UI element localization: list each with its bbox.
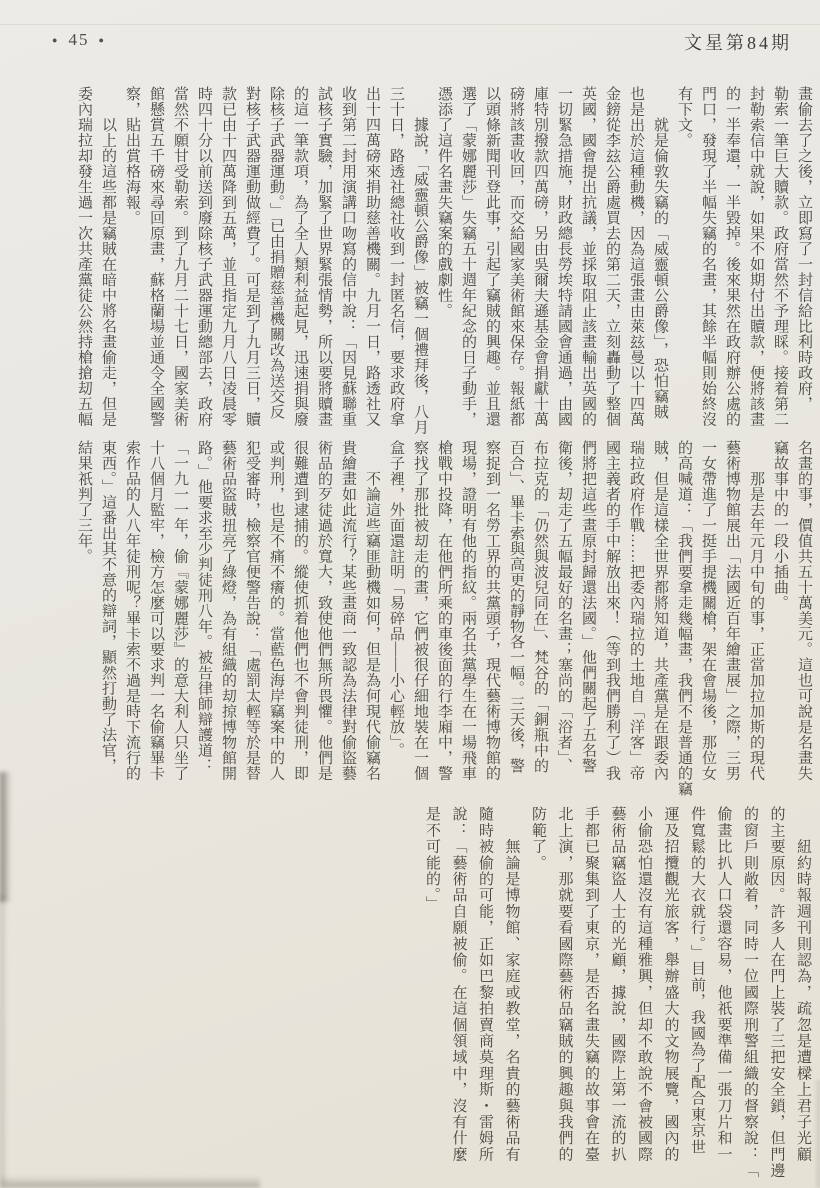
text-column: 槍戰中投降，在他們所乘的車後面的行李廂中，警	[436, 440, 452, 781]
magazine-title: 文星第84期	[684, 33, 792, 53]
text-column: 或判刑，也是不痛不癢的。當藍色海岸竊案中的人	[268, 440, 284, 781]
text-column: 也是出於這種動機，因為這張畫由萊玆曼以十四萬	[628, 86, 644, 427]
text-column: 憑添了這件名畫失竊案的戲劇性。	[436, 86, 452, 319]
text-column: 的高喊道：「我們要拿走幾幅畫，我們不是普通的竊	[676, 440, 692, 797]
text-column: 就是倫敦失竊的「威靈頓公爵像」，恐怕竊賊	[652, 86, 668, 420]
page-number-value: 45	[68, 30, 90, 49]
text-column: 收到第二封用演講口吻寫的信中說：「因見蘇聯重	[340, 86, 356, 427]
text-column: 察捉到一名勞工界的共黨頭子，現代藝術博物館的	[484, 440, 500, 781]
text-column: 封勒索信中就說，如果不如期付出贖款，便將該畫	[748, 86, 764, 427]
page-number-bullet-right: ●	[98, 35, 106, 45]
text-column: 一女帶進了一挺手提機關槍，架在會場後，那位女	[700, 440, 716, 781]
text-column: 們將把這些畫原封歸還法國。」他們關起了五名警	[580, 440, 596, 774]
text-column: 路。」他要求至少判徒刑八年。被告律師辯護道：	[196, 440, 212, 774]
text-column: 竊故事中的一段小插曲。	[772, 440, 788, 611]
text-column: 庫特別撥款四萬磅，另由吳爾夫遜基金會捐獻十萬	[532, 86, 548, 427]
article-band-middle	[66, 440, 816, 797]
text-column: 國主義者的手中解放出來！（等到我們勝利了）我	[604, 440, 620, 781]
text-column: 有下文。	[676, 86, 692, 148]
text-column: 的窗戶則敞着，同時一位國際刑警組織的督察說：「	[742, 806, 758, 1179]
text-column: 當然不願甘受勒索。到了九月二十七日，國家美術	[172, 86, 188, 427]
text-column: 瑞拉政府作戰……把委內瑞拉的土地自「洋客」帝	[628, 440, 644, 781]
scan-shadow-left	[0, 772, 11, 902]
text-column: 現場，證明有他的指紋。兩名共黨學生在一場飛車	[460, 440, 476, 781]
text-column: 衛後，刧走了五幅最好的名畫；塞尚的「浴者」、	[556, 440, 572, 774]
scan-shadow-left-lower	[0, 895, 7, 1185]
text-column: 據說，「威靈頓公爵像」被竊一個禮拜後，八月	[412, 86, 428, 435]
text-column: 的一半奉還，一半毀掉。後來果然在政府辦公處的	[724, 86, 740, 427]
text-column: 試核子實驗，加緊了世界緊張情勢，所以要將贖畫	[316, 86, 332, 427]
text-column: 小偷恐怕還沒有這種雅興，但却不敢說不會被國際	[636, 806, 652, 1163]
text-column: 賊，但是這樣全世界都將知道，共產黨是在跟委內	[652, 440, 668, 781]
text-column: 「一九一一年，偷『蒙娜麗莎』的意大利人只坐了	[172, 440, 188, 781]
text-column: 金鎊從李玆公爵處買去的第二天，立刻轟動了整個	[604, 86, 620, 427]
scan-shadow-right	[814, 1080, 820, 1188]
text-column: 的這一筆款項，為了全人類利益起見，迅速捐與廢	[292, 86, 308, 427]
text-column: 出十四萬磅來捐助慈善機關。九月一日，路透社又	[364, 86, 380, 427]
text-column: 北上演，那就要看國際藝術品竊賊的興趣與我們的	[556, 806, 573, 1163]
text-column: 偷畫比扒人口袋還容易，他祇要準備一張刀片和一	[715, 806, 732, 1163]
text-column: 以上的這些都是竊賊在暗中將名畫偷走，但是	[100, 86, 116, 427]
article-band-bottom	[66, 806, 816, 1184]
text-column: 款已由十四萬降到五萬，並且指定九月八日凌晨零	[220, 86, 236, 427]
text-column: 十八個月監牢，檢方怎麼可以要求判一名偷竊畢卡	[148, 440, 164, 781]
text-column: 藝術品竊盜人士的光顧，據說，國際上第一流的扒	[609, 806, 626, 1163]
text-column: 防範了。	[530, 806, 546, 871]
article-band-top	[66, 86, 816, 434]
text-column: 不論這些竊匪動機如何，但是為何現代偷竊名	[364, 440, 380, 781]
text-column: 百合」、畢卡索與高更的靜物各一幅。三天後，警	[508, 440, 524, 774]
scan-top-line	[0, 24, 820, 25]
text-column: 術品的歹徒過於寬大，致使他們無所畏懼。他們是	[316, 440, 332, 781]
text-column: 時四十分以前送到廢除核子武器運動總部去，政府	[196, 86, 212, 427]
text-column: 藝術品盜賊扭亮了綠燈，為有組織的刧掠博物館開	[220, 440, 236, 781]
text-column: 選了「蒙娜麗莎」失竊五十週年紀念的日子動手，	[460, 86, 476, 427]
text-column: 布拉克的「仍然與波兒同在」、梵谷的「銅瓶中的	[532, 440, 548, 774]
page-number-bullet-left: ●	[52, 35, 60, 45]
text-column: 無論是博物館、家庭或教堂，名貴的藝術品有	[503, 806, 520, 1163]
text-column: 是不可能的。」	[424, 806, 440, 912]
scan-shadow-bottom	[0, 1176, 260, 1188]
text-column: 件寬鬆的大衣就行。」目前，我國為了配合東京世	[689, 806, 705, 1155]
text-column: 那是去年元月中旬的事，正當加拉加斯的現代	[748, 440, 764, 781]
text-column: 館懸賞五千磅來尋回原畫，蘇格蘭場並通令全國警	[148, 86, 164, 427]
text-column: 手都已聚集到了東京，是否名畫失竊的故事會在臺	[583, 806, 599, 1163]
text-column: 英國，國會提出抗議，並採取阻止該畫輸出英國的	[580, 86, 596, 427]
text-column: 以頭條新聞刊登此事，引起了竊賊的興趣。並且還	[484, 86, 500, 427]
text-column: 隨時被偷的可能，正如巴黎拍賣商莫理斯・雷姆所	[477, 806, 493, 1163]
text-column: 磅將該畫收回，而交給國家美術館來保存。報紙都	[508, 86, 524, 427]
text-column: 察找了那批被刧走的畫，它們被很仔細地裝在一個	[412, 440, 428, 781]
text-column: 三十日，路透社總社收到一封匿名信，要求政府拿	[388, 86, 404, 427]
text-column: 貴繪畫如此流行？某些畫商一致認為法律對偷盜藝	[340, 440, 356, 781]
text-column: 委內瑞拉却發生過一次共產黨徒公然持槍搶刧五幅	[76, 86, 92, 427]
text-column: 盒子裡，外面還註明「易碎品——小心輕放」。	[388, 440, 404, 758]
text-column: 勒索一筆巨大贖款。政府當然不予理睬。接着第二	[772, 86, 788, 427]
text-column: 察，貼出賞格海報。	[124, 86, 140, 226]
text-column: 一切緊急措施，財政總長勞埃特請國會通過，由國	[556, 86, 572, 427]
text-column: 說：「藝術品自願被偷。在這個領域中，沒有什麼	[450, 806, 467, 1163]
text-column: 東西。」這番出其不意的辯詞，顯然打動了法官，	[100, 440, 116, 774]
text-column: 結果祇判了三年。	[76, 440, 92, 564]
text-column: 犯受審時，檢察官便警告說：「處罰太輕等於是替	[244, 440, 260, 781]
text-column: 的主要原因。許多人在門上裝了三把安全鎖，但門邊	[768, 806, 785, 1179]
text-column: 紐約時報週刊則認為，疏忽是遭樑上君子光顧	[795, 806, 811, 1163]
text-column: 索作品的人八年徒刑呢？畢卡索不過是時下流行的	[124, 440, 140, 781]
text-column: 畫偷去了之後，立即寫了一封信給比利時政府，	[796, 86, 812, 412]
text-column: 運及招攬觀光旅客，舉辦盛大的文物展覽，國內的	[662, 806, 679, 1163]
page-number	[52, 30, 106, 50]
text-column: 藝術博物館展出「法國近百年繪畫展」之際，三男	[724, 440, 740, 781]
text-column: 門口，發現了半幅失竊的名畫，其餘半幅則始終沒	[700, 86, 716, 427]
text-column: 很難遭到逮捕的。縱使抓着他們也不會判徒刑，即	[292, 440, 308, 781]
text-column: 名畫的事，價值共五十萬美元。這也可說是名畫失	[796, 440, 812, 781]
text-column: 對核子武器運動做經費了。可是到了九月三日，贖	[244, 86, 260, 427]
text-column: 除核子武器運動。」已由捐贈慈善機關改為送交反	[268, 86, 284, 420]
